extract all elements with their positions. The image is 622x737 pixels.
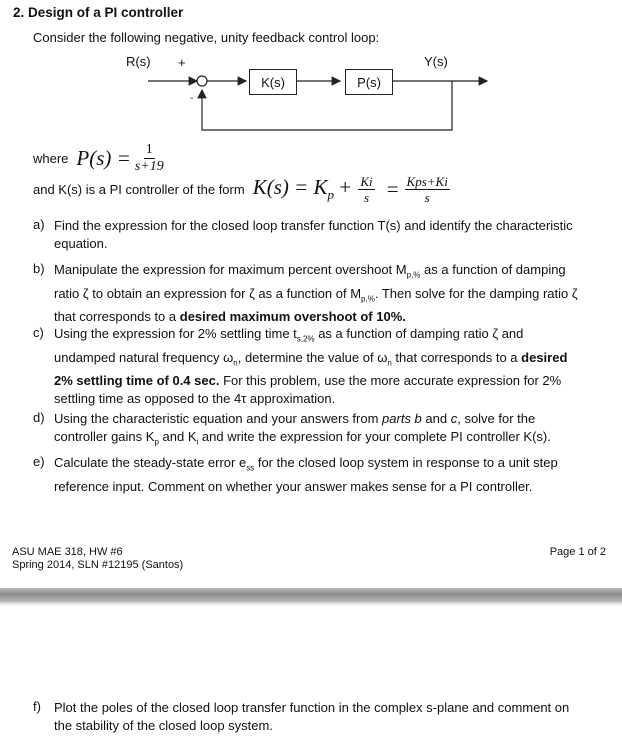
combined-denominator: s (424, 189, 430, 205)
plant-numerator: 1 (145, 141, 153, 157)
output-label: Y(s) (424, 54, 448, 69)
plus-sign: + (178, 55, 186, 70)
integral-fraction (358, 175, 374, 204)
problem-title: 2. Design of a PI controller (13, 5, 184, 20)
question-letter: e) (33, 454, 45, 469)
where-text: where (33, 150, 69, 166)
plant-fraction (135, 143, 164, 174)
controller-plus: + (334, 174, 357, 199)
input-label: R(s) (126, 54, 151, 69)
combined-fraction (405, 175, 450, 204)
question-letter: f) (33, 699, 41, 714)
controller-lhs (253, 175, 357, 203)
footer-page: Page 1 of 2 (549, 546, 606, 558)
controller-block-label: K(s) (261, 74, 285, 90)
controller-lhs-sub: p (327, 187, 335, 203)
question-text: Calculate the steady-state error $e_{ss}$ for the closed loop system in response to a unit step reference input. Comment on whether your answer makes sense for a PI controller. (54, 455, 558, 494)
controller-block (249, 69, 297, 95)
question-text: Plot the poles of the closed loop transfer function in the complex s-plane and comment on the stability of the closed loop system. (54, 700, 570, 733)
equals-sign: = (386, 176, 399, 201)
minus-sign: - (190, 93, 194, 104)
feedback-path (202, 81, 452, 130)
question-letter: a) (33, 217, 45, 232)
controller-definition (33, 172, 450, 206)
plant-block (345, 69, 393, 95)
footer-term: Spring 2014, SLN #12195 (Santos) (12, 559, 184, 571)
problem-intro: Consider the following negative, unity feedback control loop: (33, 30, 380, 45)
controller-text: and K(s) is a PI controller of the form (33, 181, 245, 197)
plant-lhs: P(s) = (76, 145, 131, 170)
question-text: Find the expression for the closed loop transfer function T(s) and identify the characteristic equation. (54, 218, 573, 251)
controller-lhs-main: K(s) = K (252, 174, 328, 199)
question-text: Using the characteristic equation and your answers from parts b and c, solve for the controller gains $K_p$ and $K_i$ and write the expression for your complete PI controller K(s). (54, 411, 551, 447)
page-separator (0, 588, 622, 602)
footer-left (12, 546, 183, 572)
question-letter: d) (33, 410, 45, 425)
page-separator-shadow (0, 602, 622, 606)
question-letter: c) (33, 325, 44, 340)
integral-denominator: s (364, 189, 370, 205)
block-diagram (0, 50, 622, 140)
summing-junction (197, 76, 207, 86)
question-letter: b) (33, 261, 45, 276)
integral-numerator: Ki (360, 173, 373, 189)
plant-block-label: P(s) (357, 74, 381, 90)
question-text: Manipulate the expression for maximum percent overshoot $M_{p,\%}$ as a function of damping ratio ζ to obtain an expression for ζ as a function of $M_{p,\%}$. Then solve for the damping ratio ζ that corresponds to a desired maximum overshoot of 10%. (54, 262, 578, 325)
question-text: Using the expression for 2% settling time $t_{s,2\%}$ as a function of damping ratio ζ and undamped natural frequency $\omega_n$, determine the value of $\omega_n$ that corresponds to a desired 2% settling time of 0.4 sec. For this problem, use the more accurate expression for 2% settling time as opposed to the 4τ approximation. (54, 326, 568, 407)
combined-numerator: Kps+Ki (406, 173, 448, 189)
footer-course: ASU MAE 318, HW #6 (12, 546, 123, 558)
plant-denominator: s+19 (134, 158, 164, 174)
diagram-lines (0, 50, 622, 140)
plant-definition (33, 141, 164, 175)
